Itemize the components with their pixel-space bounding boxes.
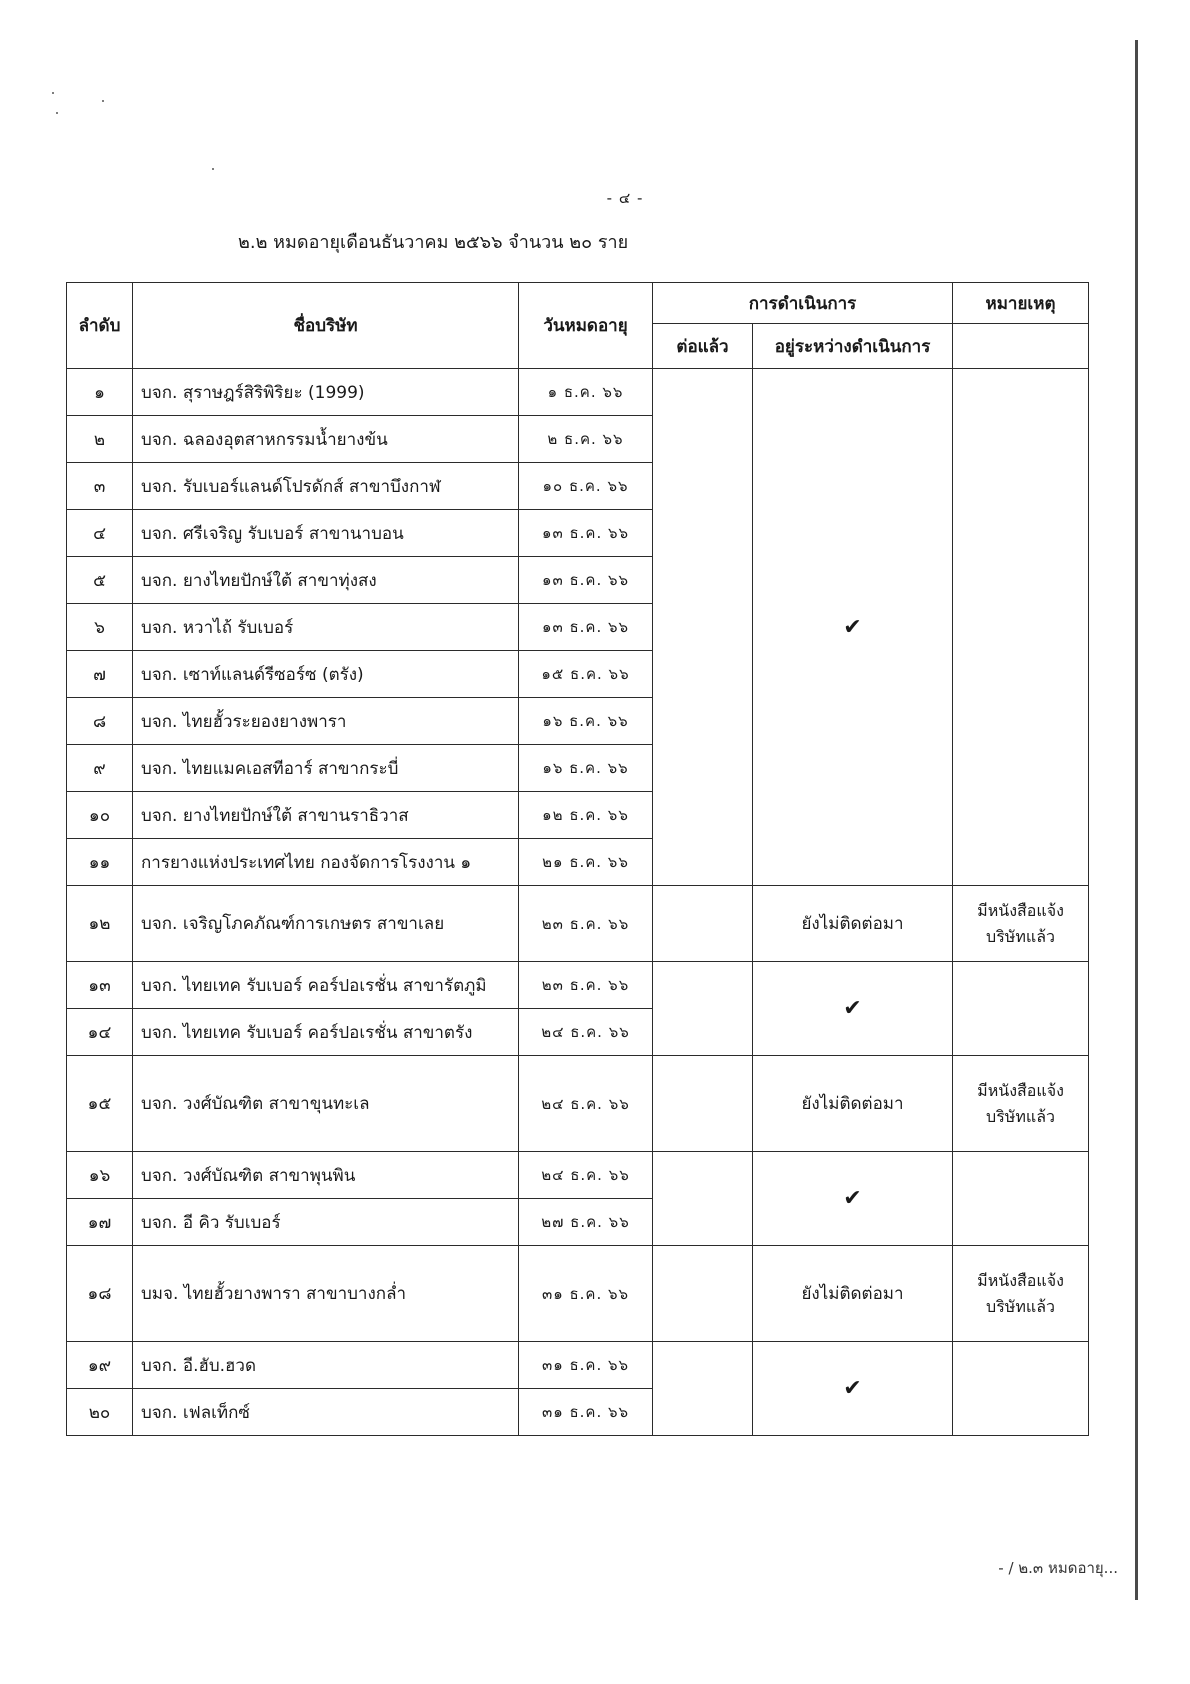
in-progress-cell <box>753 1342 953 1436</box>
row-no: ๑๐ <box>67 792 133 839</box>
row-company: บจก. อี คิว รับเบอร์ <box>133 1199 519 1246</box>
row-no: ๑๕ <box>67 1056 133 1152</box>
header-done: ต่อแล้ว <box>653 324 753 369</box>
scan-speck <box>56 112 58 114</box>
row-no: ๑ <box>67 369 133 416</box>
row-no: ๕ <box>67 557 133 604</box>
row-company: การยางแห่งประเทศไทย กองจัดการโรงงาน ๑ <box>133 839 519 886</box>
row-company: บจก. ไทยฮั้วระยองยางพารา <box>133 698 519 745</box>
row-no: ๘ <box>67 698 133 745</box>
row-expiry: ๑ ธ.ค. ๖๖ <box>519 369 653 416</box>
remark-line: บริษัทแล้ว <box>986 926 1055 946</box>
status-text: ยังไม่ติดต่อมา <box>753 886 953 962</box>
in-progress-cell <box>753 1152 953 1246</box>
remark-line: มีหนังสือแจ้ง <box>977 1080 1064 1100</box>
header-action: การดำเนินการ <box>653 283 953 324</box>
row-expiry: ๑๓ ธ.ค. ๖๖ <box>519 604 653 651</box>
row-company: บจก. วงศ์บัณฑิต สาขาขุนทะเล <box>133 1056 519 1152</box>
row-expiry: ๑๐ ธ.ค. ๖๖ <box>519 463 653 510</box>
done-cell <box>653 1152 753 1246</box>
row-no: ๙ <box>67 745 133 792</box>
table-row <box>67 962 1089 1009</box>
row-no: ๑๙ <box>67 1342 133 1389</box>
done-cell <box>653 369 753 886</box>
row-no: ๗ <box>67 651 133 698</box>
row-expiry: ๒๑ ธ.ค. ๖๖ <box>519 839 653 886</box>
row-expiry: ๒๓ ธ.ค. ๖๖ <box>519 962 653 1009</box>
row-company: บจก. ฉลองอุตสาหกรรมน้ำยางข้น <box>133 416 519 463</box>
row-expiry: ๒๔ ธ.ค. ๖๖ <box>519 1009 653 1056</box>
row-company: บจก. ยางไทยปักษ์ใต้ สาขานราธิวาส <box>133 792 519 839</box>
row-expiry: ๒๔ ธ.ค. ๖๖ <box>519 1152 653 1199</box>
row-no: ๓ <box>67 463 133 510</box>
header-remark: หมายเหตุ <box>953 283 1089 324</box>
header-expiry: วันหมดอายุ <box>519 283 653 369</box>
row-no: ๑๗ <box>67 1199 133 1246</box>
row-no: ๒๐ <box>67 1389 133 1436</box>
remark-cell <box>953 1152 1089 1246</box>
expiry-table <box>66 282 1089 1436</box>
row-company: บจก. ไทยแมคเอสทีอาร์ สาขากระบี่ <box>133 745 519 792</box>
row-company: บจก. ไทยเทค รับเบอร์ คอร์ปอเรชั่น สาขาตรัง <box>133 1009 519 1056</box>
row-expiry: ๒๓ ธ.ค. ๖๖ <box>519 886 653 962</box>
row-no: ๑๔ <box>67 1009 133 1056</box>
row-expiry: ๑๓ ธ.ค. ๖๖ <box>519 557 653 604</box>
row-no: ๑๖ <box>67 1152 133 1199</box>
row-expiry: ๒๔ ธ.ค. ๖๖ <box>519 1056 653 1152</box>
remark-line: มีหนังสือแจ้ง <box>977 900 1064 920</box>
header-remark-blank <box>953 324 1089 369</box>
row-company: บจก. สุราษฎร์สิริพิริยะ (1999) <box>133 369 519 416</box>
done-cell <box>653 962 753 1056</box>
table-row <box>67 1342 1089 1389</box>
row-company: บจก. ศรีเจริญ รับเบอร์ สาขานาบอน <box>133 510 519 557</box>
status-text: ยังไม่ติดต่อมา <box>753 1246 953 1342</box>
remark-line: บริษัทแล้ว <box>986 1296 1055 1316</box>
row-company: บมจ. ไทยฮั้วยางพารา สาขาบางกล่ำ <box>133 1246 519 1342</box>
row-no: ๑๓ <box>67 962 133 1009</box>
header-company: ชื่อบริษัท <box>133 283 519 369</box>
done-cell <box>653 886 753 962</box>
row-no: ๔ <box>67 510 133 557</box>
row-no: ๑๑ <box>67 839 133 886</box>
table-row <box>67 1056 1089 1152</box>
scan-edge-line <box>1135 40 1138 1600</box>
row-expiry: ๓๑ ธ.ค. ๖๖ <box>519 1246 653 1342</box>
scan-speck <box>212 168 214 170</box>
table-row <box>67 1152 1089 1199</box>
table-row <box>67 369 1089 416</box>
row-company: บจก. เซาท์แลนด์รีซอร์ซ (ตรัง) <box>133 651 519 698</box>
row-no: ๖ <box>67 604 133 651</box>
check-mark-icon: ✔ <box>843 614 862 640</box>
row-no: ๑๒ <box>67 886 133 962</box>
row-expiry: ๓๑ ธ.ค. ๖๖ <box>519 1389 653 1436</box>
check-mark-icon: ✔ <box>843 1186 862 1211</box>
check-mark-icon: ✔ <box>843 996 862 1021</box>
row-company: บจก. ยางไทยปักษ์ใต้ สาขาทุ่งสง <box>133 557 519 604</box>
done-cell <box>653 1056 753 1152</box>
row-expiry: ๑๖ ธ.ค. ๖๖ <box>519 698 653 745</box>
row-company: บจก. วงศ์บัณฑิต สาขาพุนพิน <box>133 1152 519 1199</box>
header-in-progress: อยู่ระหว่างดำเนินการ <box>753 324 953 369</box>
section-heading: ๒.๒ หมดอายุเดือนธันวาคม ๒๕๖๖ จำนวน ๒๐ ราย <box>238 232 629 253</box>
remark-cell <box>953 886 1089 962</box>
remark-cell <box>953 962 1089 1056</box>
table-row <box>67 886 1089 962</box>
remark-line: มีหนังสือแจ้ง <box>977 1270 1064 1290</box>
row-no: ๒ <box>67 416 133 463</box>
in-progress-cell <box>753 369 953 886</box>
row-company: บจก. อี.ฮับ.ฮวด <box>133 1342 519 1389</box>
row-company: บจก. ไทยเทค รับเบอร์ คอร์ปอเรชั่น สาขารัตภูมิ <box>133 962 519 1009</box>
in-progress-cell <box>753 962 953 1056</box>
row-company: บจก. เจริญโภคภัณฑ์การเกษตร สาขาเลย <box>133 886 519 962</box>
table-row <box>67 1246 1089 1342</box>
remark-cell <box>953 369 1089 886</box>
row-expiry: ๒ ธ.ค. ๖๖ <box>519 416 653 463</box>
row-no: ๑๘ <box>67 1246 133 1342</box>
row-expiry: ๒๗ ธ.ค. ๖๖ <box>519 1199 653 1246</box>
scan-speck <box>52 92 54 94</box>
done-cell <box>653 1246 753 1342</box>
page-number: - ๔ - <box>606 189 644 207</box>
row-expiry: ๑๖ ธ.ค. ๖๖ <box>519 745 653 792</box>
row-expiry: ๑๒ ธ.ค. ๖๖ <box>519 792 653 839</box>
row-expiry: ๓๑ ธ.ค. ๖๖ <box>519 1342 653 1389</box>
remark-cell <box>953 1342 1089 1436</box>
check-mark-icon: ✔ <box>843 1376 862 1401</box>
remark-cell <box>953 1246 1089 1342</box>
scan-speck <box>102 100 104 102</box>
row-expiry: ๑๕ ธ.ค. ๖๖ <box>519 651 653 698</box>
remark-cell <box>953 1056 1089 1152</box>
row-company: บจก. หวาไถ้ รับเบอร์ <box>133 604 519 651</box>
row-expiry: ๑๓ ธ.ค. ๖๖ <box>519 510 653 557</box>
continuation-note: - / ๒.๓ หมดอายุ... <box>998 1559 1118 1577</box>
status-text: ยังไม่ติดต่อมา <box>753 1056 953 1152</box>
row-company: บจก. เฟลเท็กซ์ <box>133 1389 519 1436</box>
row-company: บจก. รับเบอร์แลนด์โปรดักส์ สาขาบึงกาฬ <box>133 463 519 510</box>
remark-line: บริษัทแล้ว <box>986 1106 1055 1126</box>
header-no: ลำดับ <box>67 283 133 369</box>
done-cell <box>653 1342 753 1436</box>
